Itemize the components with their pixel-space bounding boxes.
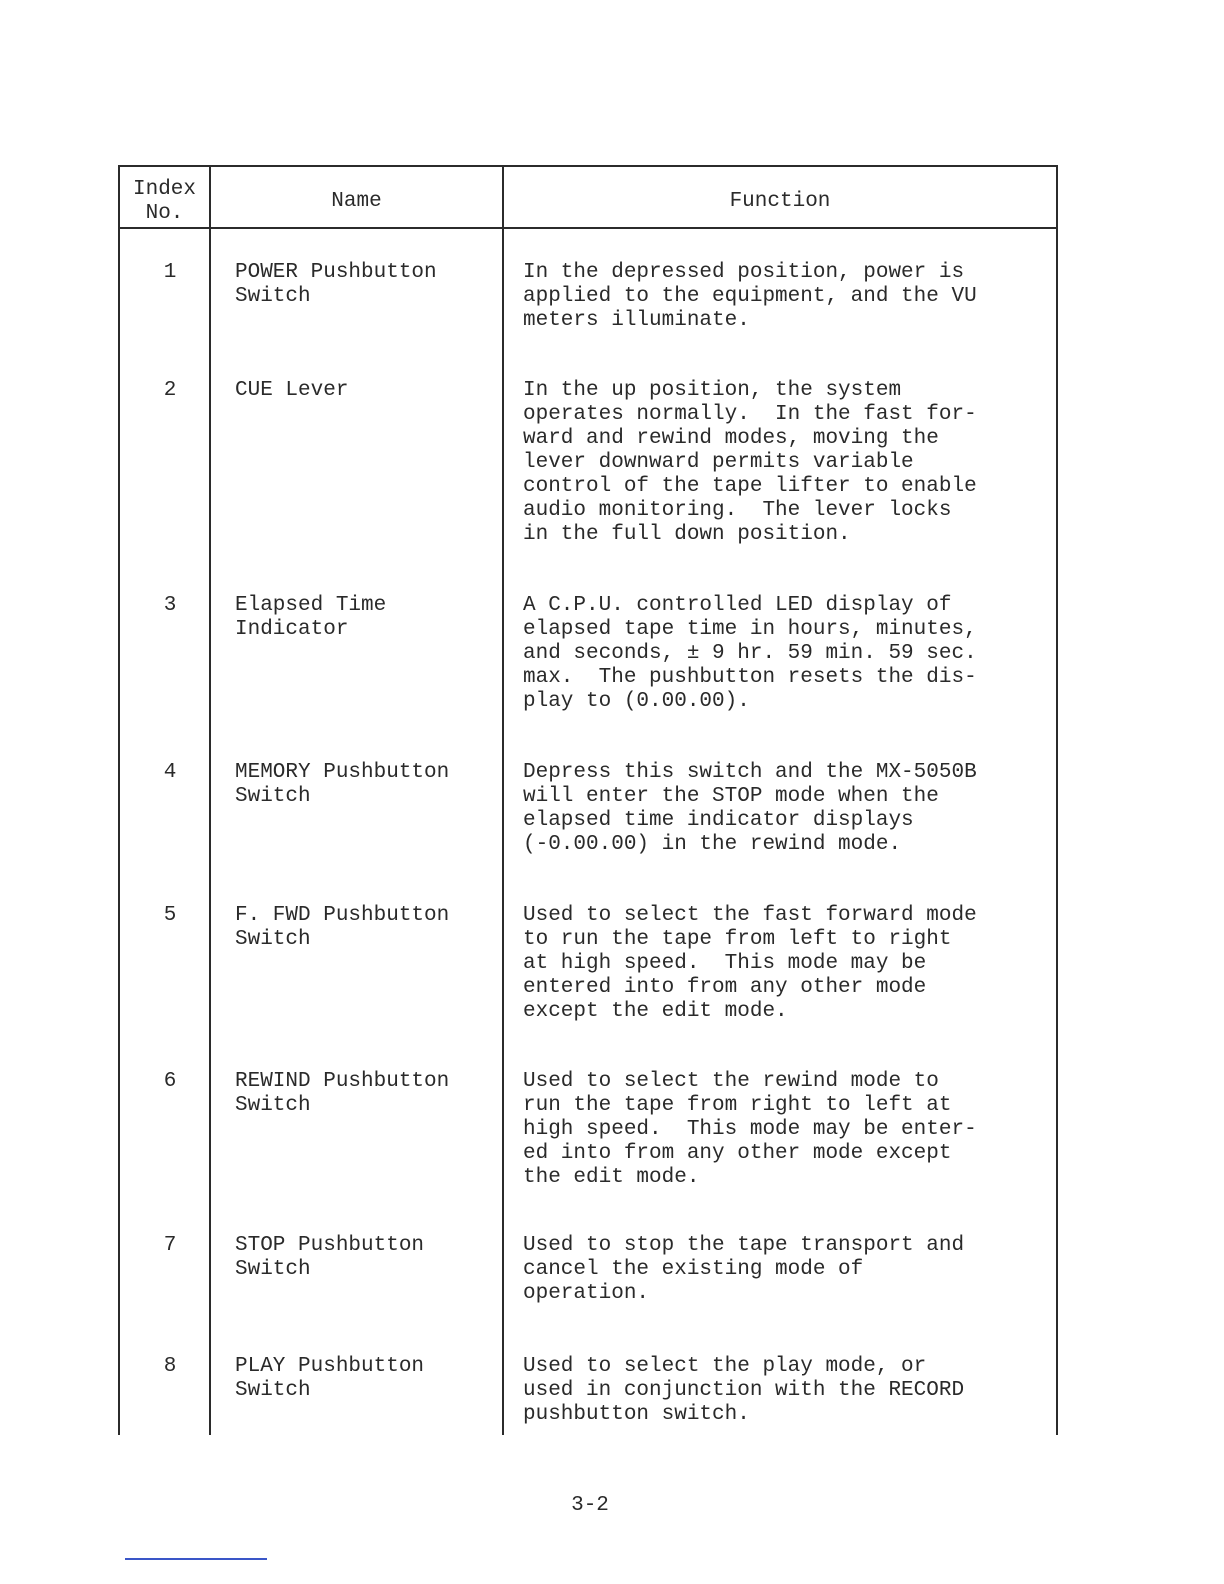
- row-index: 2: [163, 379, 177, 402]
- row-function: A C.P.U. controlled LED display of elapsed tape time in hours, minutes, and seconds, ± 9 hr. 59 min. 59 sec. max. The pushbutton resets the dis- play to (0.00.00).: [523, 594, 977, 713]
- table-right-border: [1056, 165, 1058, 1435]
- header-name: Name: [331, 190, 382, 213]
- name-column-divider: [502, 165, 504, 1435]
- row-name: F. FWD Pushbutton Switch: [235, 904, 450, 951]
- row-function: Used to stop the tape transport and cancel the existing mode of operation.: [523, 1234, 965, 1305]
- row-function: Used to select the rewind mode to run the tape from right to left at high speed. This mode may be enter- ed into from any other mode except the edit mode.: [523, 1070, 977, 1189]
- row-index: 3: [163, 594, 177, 617]
- row-name: Elapsed Time Indicator: [235, 594, 387, 641]
- row-name: REWIND Pushbutton Switch: [235, 1070, 450, 1117]
- row-index: 4: [163, 761, 177, 784]
- row-index: 5: [163, 904, 177, 927]
- row-name: PLAY Pushbutton Switch: [235, 1355, 425, 1402]
- row-function: In the up position, the system operates normally. In the fast for- ward and rewind modes, moving the lever downward permits variable control of the tape lifter to enable audio monitoring. The lever locks in the full down position.: [523, 379, 977, 546]
- row-function: In the depressed position, power is applied to the equipment, and the VU meters illuminate.: [523, 261, 977, 332]
- table-header-divider: [118, 227, 1058, 229]
- row-index: 7: [163, 1234, 177, 1257]
- row-function: Used to select the play mode, or used in conjunction with the RECORD pushbutton switch.: [523, 1355, 965, 1426]
- table-top-border: [118, 165, 1058, 167]
- row-name: POWER Pushbutton Switch: [235, 261, 437, 308]
- row-name: CUE Lever: [235, 379, 349, 402]
- row-name: MEMORY Pushbutton Switch: [235, 761, 450, 808]
- row-name: STOP Pushbutton Switch: [235, 1234, 425, 1281]
- row-function: Depress this switch and the MX-5050B will enter the STOP mode when the elapsed time indicator displays (-0.00.00) in the rewind mode.: [523, 761, 977, 856]
- row-index: 1: [163, 261, 177, 284]
- page-number: 3-2: [571, 1494, 609, 1517]
- row-index: 8: [163, 1355, 177, 1378]
- header-index: Index No.: [132, 178, 196, 225]
- row-function: Used to select the fast forward mode to run the tape from left to right at high speed. This mode may be entered into from any other mode except the edit mode.: [523, 904, 977, 1023]
- footer-rule: [125, 1558, 267, 1560]
- row-index: 6: [163, 1070, 177, 1093]
- header-function: Function: [729, 190, 831, 213]
